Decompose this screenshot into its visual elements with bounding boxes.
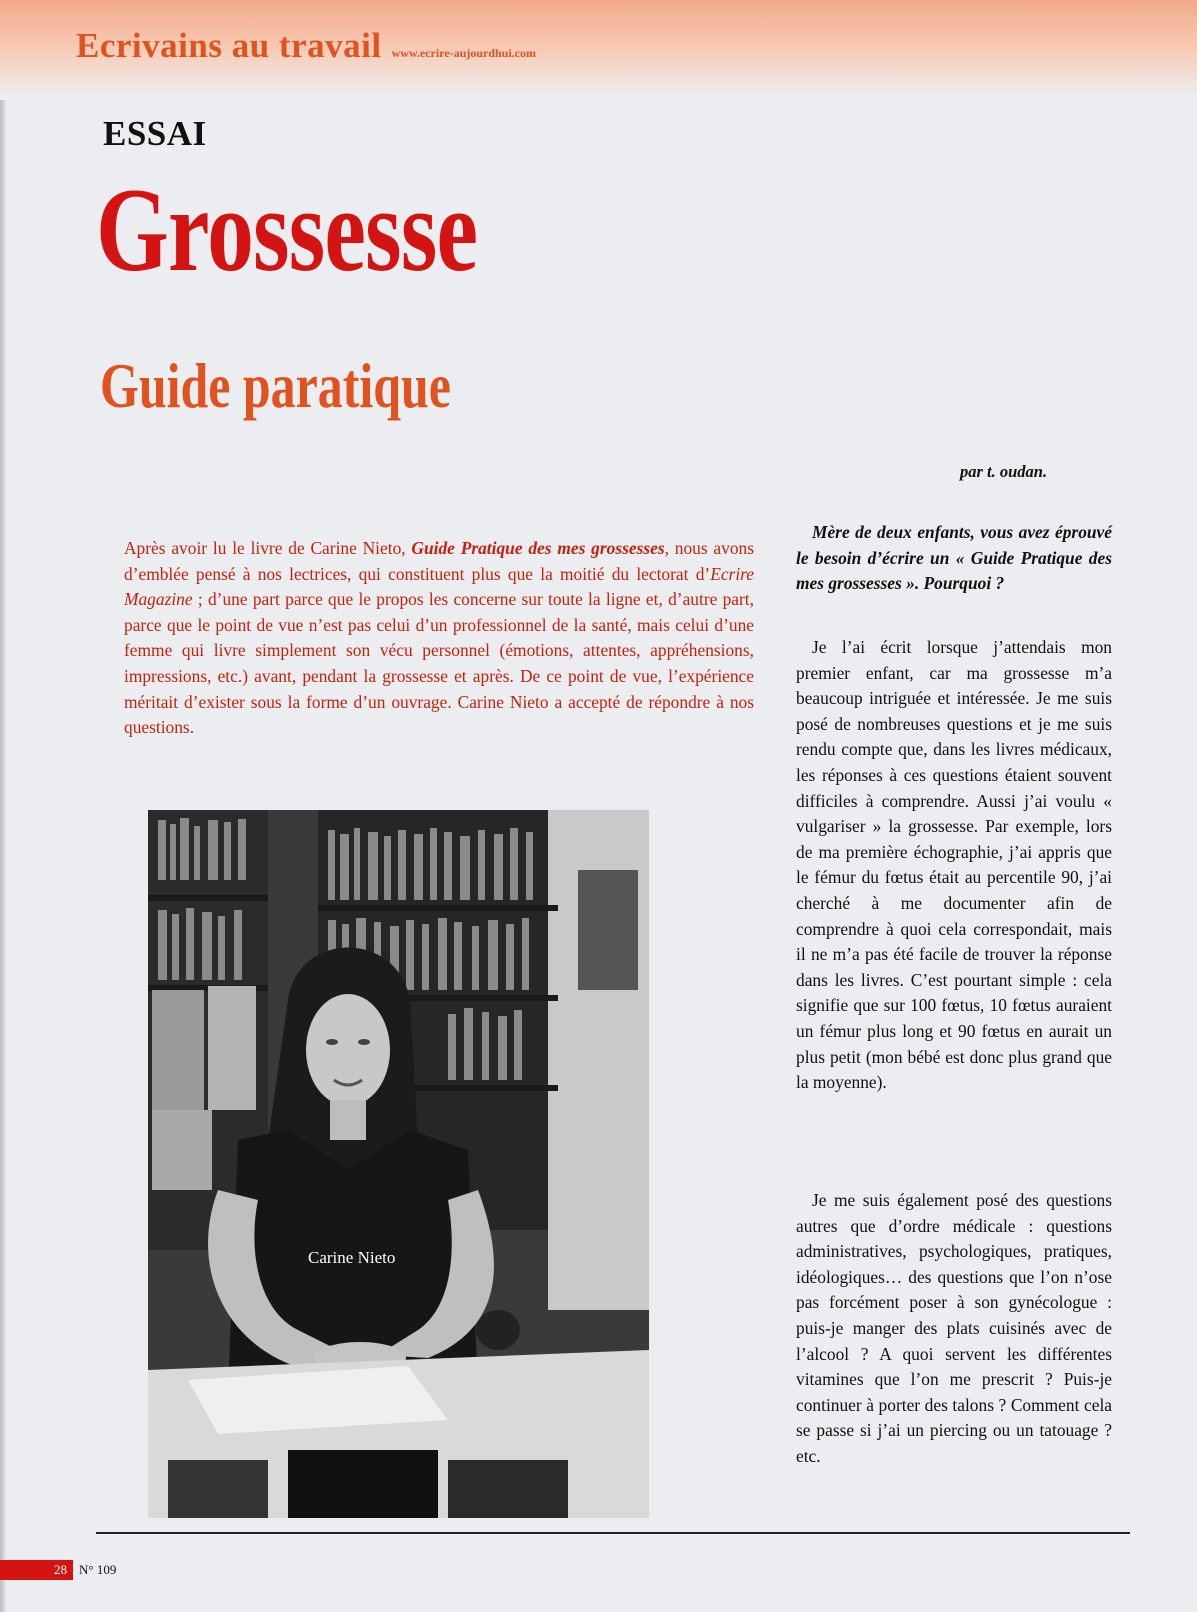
issue-number: N° 109 <box>79 1562 117 1577</box>
page-edge-shadow <box>0 0 6 1612</box>
intro-paragraph <box>124 536 754 741</box>
photo-caption: Carine Nieto <box>308 1248 396 1267</box>
article-subtitle: Guide paratique <box>100 350 451 421</box>
question-text: Mère de deux enfants, vous avez éprouvé le besoin d’écrire un « Guide Pratique des mes grossesses ». Pourquoi ? <box>796 522 1112 594</box>
interview-question <box>796 520 1112 597</box>
intro-book-title: Guide Pratique des mes grossesses <box>411 538 665 558</box>
article-kicker: ESSAI <box>103 114 207 153</box>
intro-text-3: ; d’une part parce que le propos les concerne sur toute la ligne et, d’autre part, parce que le point de vue n’est pas celui d’un professionnel de la santé, mais celui d’une femme qui livre simplement son vécu personnel (émotions, attentes, appréhensions, impressions, etc.) avant, pendant la grossesse et après. De ce point de vue, l’expérience méritait d’exister sous la forme d’un ouvrage. Carine Nieto a accepté de répondre à nos questions. <box>124 589 754 738</box>
author-photo <box>148 810 649 1518</box>
intro-text-1: Après avoir lu le livre de Carine Nieto, <box>124 538 412 558</box>
intro-magazine-name: Ecrire Magazine <box>124 563 754 610</box>
magazine-section-title: Ecrivains au travail <box>76 26 382 65</box>
magazine-url: www.ecrire-aujourdhui.com <box>391 46 536 60</box>
page-number: 28 <box>0 1560 73 1580</box>
byline: par t. oudan. <box>960 462 1048 481</box>
article-title: Grossesse <box>96 163 478 296</box>
masthead <box>76 26 536 66</box>
interview-answer-1 <box>796 635 1112 1096</box>
author-photo-illustration <box>148 810 649 1518</box>
page-folio <box>0 1560 116 1580</box>
answer-2-text: Je me suis également posé des questions autres que d’ordre médicale : questions administratives, psychologiques, pratiques, idéologiques… des questions que l’on n’ose pas forcément poser à son gynécologue : puis-je manger des plats cuisinés avec de l’alcool ? A quoi servent les différentes vitamines que l’on me prescrit ? Puis-je continuer à porter des talons ? Comment cela se passe si j’ai un piercing ou un tatouage ? etc. <box>796 1190 1112 1466</box>
answer-1-text: Je l’ai écrit lorsque j’attendais mon premier enfant, car ma grossesse m’a beaucoup intriguée et intéressée. Je me suis posé de nombreuses questions et je me suis rendu compte que, dans les livres médicaux, les réponses à ces questions étaient souvent difficiles à comprendre. Aussi j’ai voulu « vulgariser » la grossesse. Par exemple, lors de ma première échographie, j’ai appris que le fémur du fœtus était au percentile 90, j’ai cherché à me documenter afin de comprendre à quoi cela correspondait, mais il ne m’a pas été facile de trouver la réponse dans les livres. C’est pourtant simple : cela signifie que sur 100 fœtus, 10 fœtus auraient un fémur plus long et 90 fœtus en aurait un plus petit (mon bébé est donc plus grand que la moyenne). <box>796 637 1112 1093</box>
footer-rule <box>96 1532 1130 1534</box>
interview-answer-2 <box>796 1188 1112 1470</box>
intro-text-2: , nous avons d’emblée pensé à nos lectrices, qui constituent plus que la moitié du lectorat d’ <box>124 538 754 584</box>
